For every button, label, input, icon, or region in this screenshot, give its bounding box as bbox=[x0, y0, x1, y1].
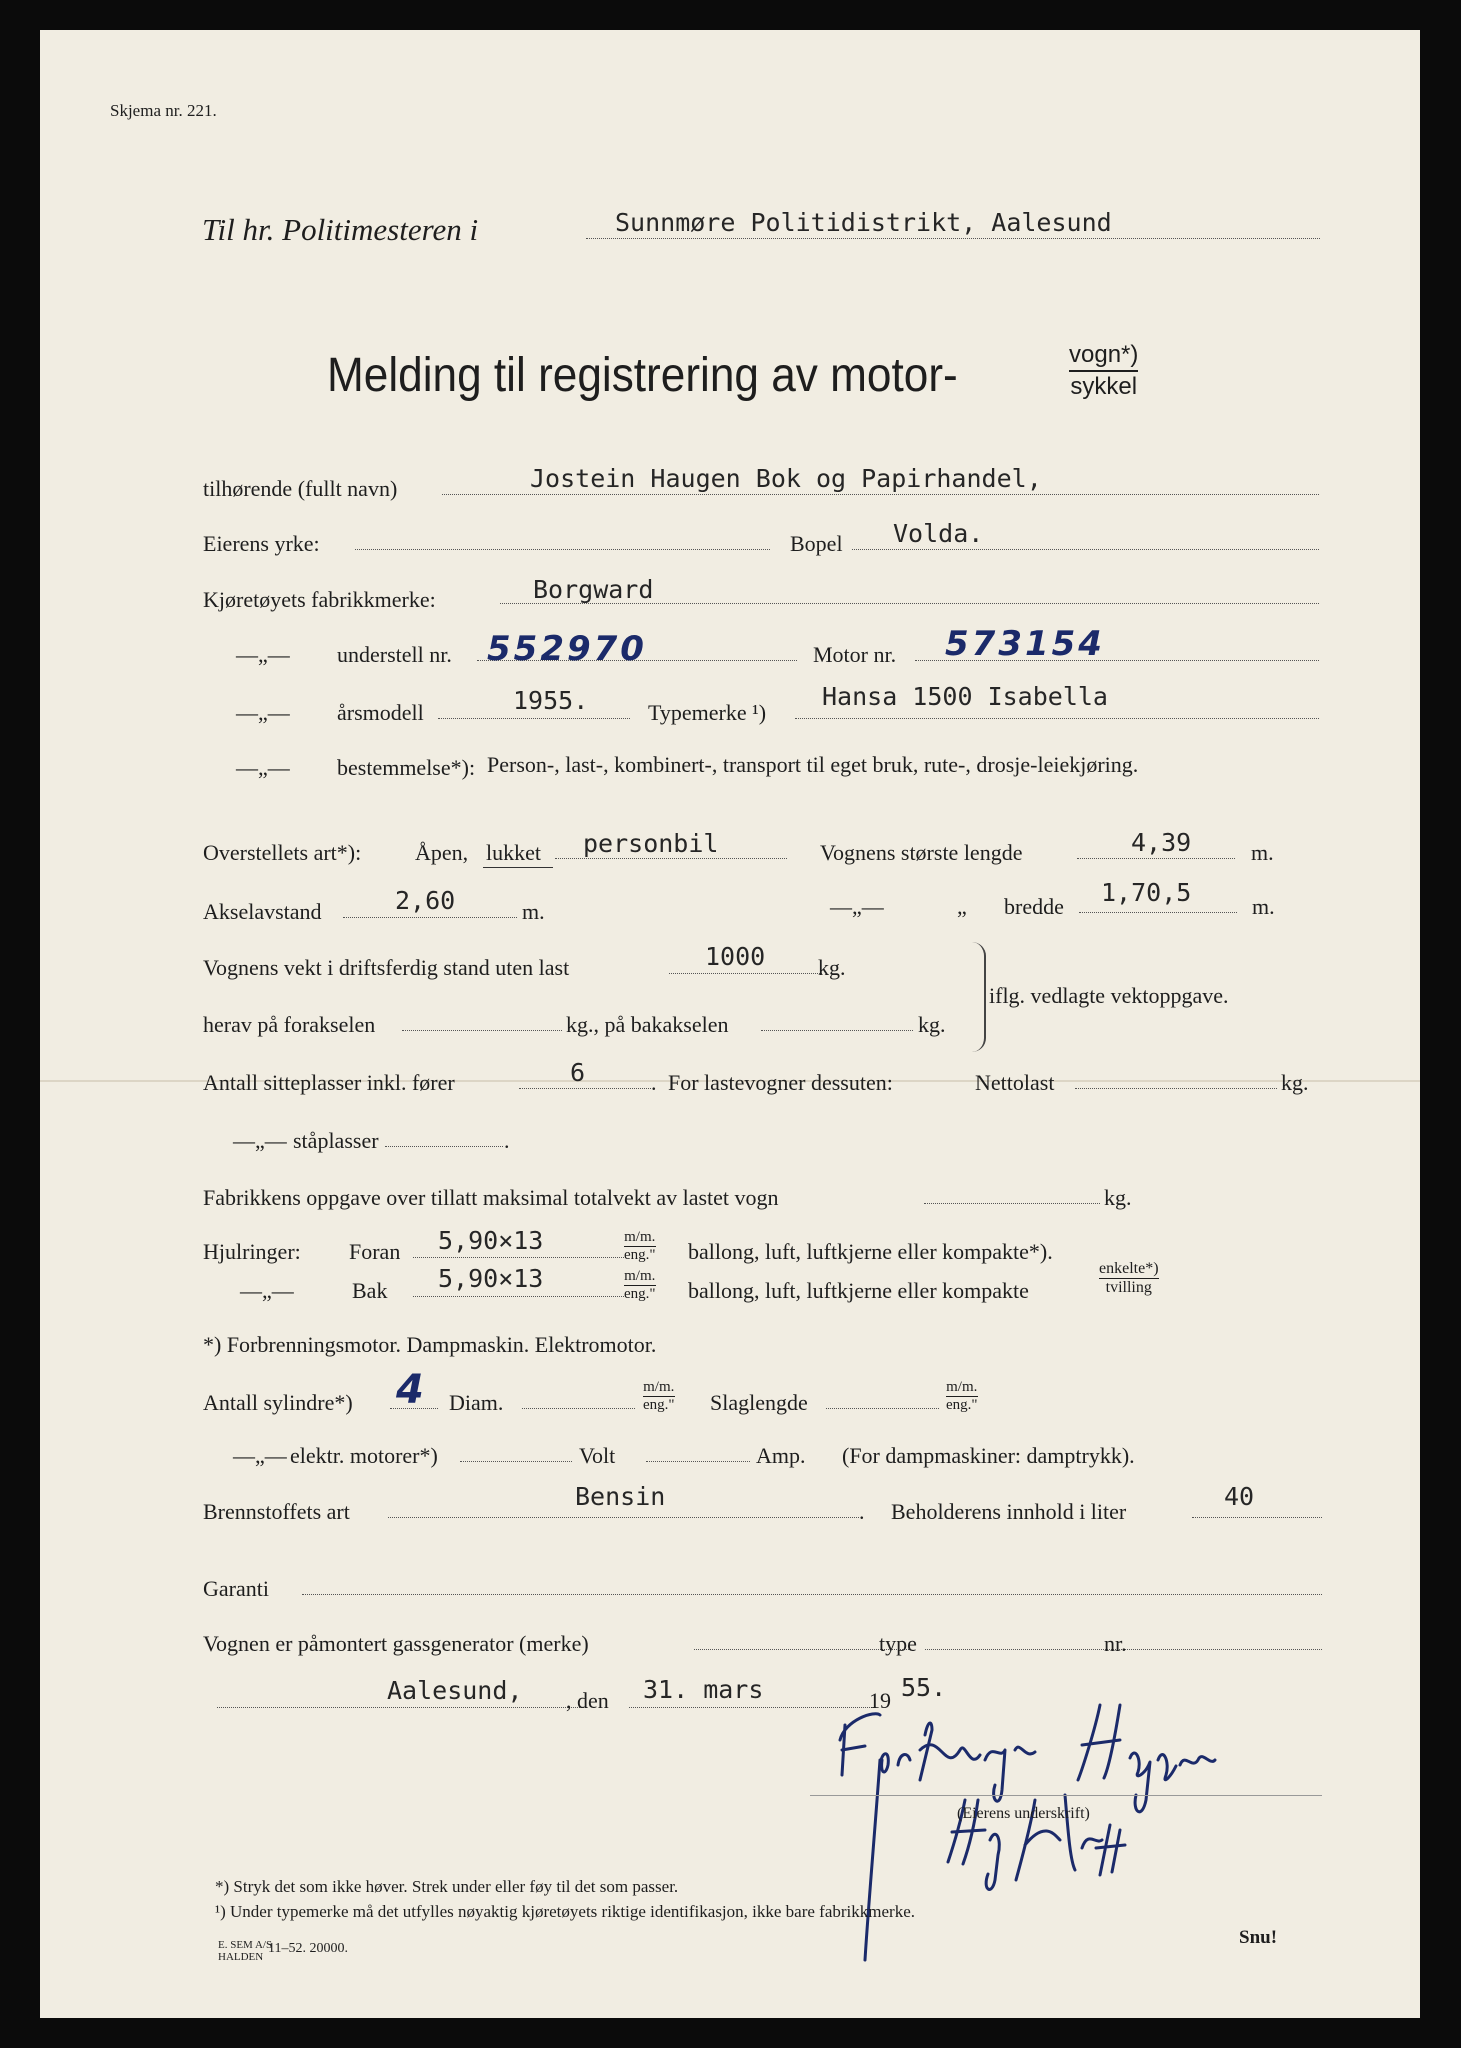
chassis-label: understell nr. bbox=[337, 642, 452, 667]
addressee-line bbox=[586, 238, 1320, 239]
footnote-1: *) Stryk det som ikke høver. Strek under eller føy til det som passer. bbox=[215, 1877, 679, 1896]
fuel-dot: . bbox=[859, 1499, 865, 1524]
maxweight-unit: kg. bbox=[1104, 1185, 1132, 1210]
footnote-2: ¹) Under typemerke må det utfylles nøyaktig kjøretøyets riktige identifikasjon, ikke bare fabrikkmerke. bbox=[215, 1902, 915, 1921]
seats-value: 6 bbox=[570, 1058, 586, 1087]
stroke-unit-fraction bbox=[946, 1379, 978, 1415]
signature-line bbox=[810, 1795, 1322, 1796]
netload-line bbox=[1075, 1088, 1277, 1089]
tires-label: Hjulringer: bbox=[203, 1239, 301, 1264]
mm-unit: m/m. bbox=[643, 1379, 675, 1397]
amp-label: Amp. bbox=[756, 1443, 806, 1468]
date-value: 31. mars bbox=[643, 1675, 764, 1704]
gasgen-type-label: type bbox=[879, 1631, 917, 1656]
ditto-mark: —„— bbox=[236, 700, 290, 725]
front-tire-value: 5,90×13 bbox=[438, 1226, 544, 1255]
body-line bbox=[555, 858, 787, 859]
wheelbase-line bbox=[343, 917, 517, 918]
rear-tire-line bbox=[413, 1296, 626, 1297]
body-label: Overstellets art*): bbox=[203, 840, 362, 865]
volt-line bbox=[460, 1461, 572, 1462]
diam-line bbox=[522, 1408, 635, 1409]
rear-unit-fraction bbox=[624, 1268, 656, 1304]
wheelbase-unit: m. bbox=[522, 899, 545, 924]
occupation-line bbox=[355, 549, 770, 550]
netload-label: Nettolast bbox=[975, 1070, 1055, 1095]
title-sykkel: sykkel bbox=[1070, 373, 1138, 400]
front-unit-fraction bbox=[624, 1229, 656, 1265]
standing-line bbox=[385, 1146, 503, 1147]
seats-line bbox=[519, 1088, 651, 1089]
rear-tire-value: 5,90×13 bbox=[438, 1264, 544, 1293]
owner-line bbox=[442, 494, 1319, 495]
type-label: Typemerke ¹) bbox=[648, 700, 767, 725]
weight-unit: kg. bbox=[818, 955, 846, 980]
addressee-label: Til hr. Politimesteren i bbox=[202, 212, 479, 247]
rear-tire-label: Bak bbox=[352, 1278, 388, 1303]
maxweight-line bbox=[924, 1203, 1100, 1204]
mm-unit: m/m. bbox=[624, 1229, 656, 1247]
engine-types: *) Forbrenningsmotor. Dampmaskin. Elektromotor. bbox=[203, 1332, 657, 1357]
gasgen-no-label: nr. bbox=[1104, 1631, 1127, 1656]
front-axle-label: herav på forakselen bbox=[203, 1012, 376, 1037]
cylinders-label: Antall sylindre*) bbox=[203, 1390, 353, 1415]
electric-label: elektr. motorer*) bbox=[290, 1443, 438, 1468]
owner-value: Jostein Haugen Bok og Papirhandel, bbox=[530, 464, 1042, 493]
ditto-mark: —„— bbox=[240, 1278, 294, 1303]
body-closed: lukket bbox=[486, 840, 541, 865]
wheelbase-label: Akselavstand bbox=[203, 899, 322, 924]
front-tire-label: Foran bbox=[349, 1239, 401, 1264]
front-axle-line bbox=[402, 1030, 562, 1031]
ditto-quote: „ bbox=[957, 894, 967, 919]
seats-dot: . bbox=[651, 1070, 657, 1095]
year-line bbox=[438, 718, 630, 719]
length-unit: m. bbox=[1251, 840, 1274, 865]
standing-label: ståplasser bbox=[293, 1128, 379, 1153]
rear-tire-types: ballong, luft, luftkjerne eller kompakte bbox=[688, 1278, 1029, 1303]
rear-axle-line bbox=[761, 1030, 913, 1031]
front-tire-types: ballong, luft, luftkjerne eller kompakte*). bbox=[688, 1239, 1053, 1264]
single-option: enkelte*) bbox=[1099, 1260, 1159, 1279]
addressee-value: Sunnmøre Politidistrikt, Aalesund bbox=[615, 208, 1112, 237]
length-value: 4,39 bbox=[1131, 828, 1192, 857]
make-label: Kjøretøyets fabrikkmerke: bbox=[203, 587, 436, 612]
year-prefix: 19 bbox=[869, 1688, 891, 1713]
steam-note: (For dampmaskiner: damptrykk). bbox=[842, 1443, 1135, 1468]
body-value: personbil bbox=[583, 829, 719, 858]
rear-axle-label: kg., på bakakselen bbox=[566, 1012, 729, 1037]
type-value: Hansa 1500 Isabella bbox=[822, 682, 1108, 711]
width-label: bredde bbox=[1004, 894, 1064, 919]
tank-value: 40 bbox=[1224, 1482, 1255, 1511]
fuel-label: Brennstoffets art bbox=[203, 1499, 350, 1524]
body-open: Åpen, bbox=[415, 840, 469, 865]
fuel-value: Bensin bbox=[575, 1482, 666, 1511]
seats-label: Antall sitteplasser inkl. fører bbox=[203, 1070, 455, 1095]
diam-unit-fraction bbox=[643, 1379, 675, 1415]
netload-unit: kg. bbox=[1281, 1070, 1309, 1095]
tank-line bbox=[1192, 1517, 1322, 1518]
make-value: Borgward bbox=[533, 575, 654, 604]
title-fraction bbox=[1069, 340, 1138, 402]
weight-note: iflg. vedlagte vektoppgave. bbox=[989, 983, 1229, 1008]
ditto-mark: —„— bbox=[830, 894, 884, 919]
gasgen-line bbox=[694, 1649, 909, 1650]
amp-line bbox=[646, 1461, 750, 1462]
form-number: Skjema nr. 221. bbox=[110, 101, 217, 120]
title-vogn: vogn*) bbox=[1069, 340, 1138, 372]
motor-value: 573154 bbox=[945, 624, 1105, 664]
diam-label: Diam. bbox=[449, 1390, 504, 1415]
fuel-line bbox=[388, 1517, 859, 1518]
front-tire-line bbox=[413, 1257, 626, 1258]
weight-brace bbox=[970, 942, 986, 1052]
ditto-mark: —„— bbox=[236, 755, 290, 780]
residence-label: Bopel bbox=[790, 531, 843, 556]
weight-label: Vognens vekt i driftsferdig stand uten last bbox=[203, 955, 570, 980]
length-line bbox=[1077, 858, 1235, 859]
ditto-mark: —„— bbox=[236, 642, 290, 667]
eng-unit: eng." bbox=[643, 1397, 675, 1414]
type-line bbox=[795, 718, 1319, 719]
mm-unit: m/m. bbox=[946, 1379, 978, 1397]
stroke-line bbox=[826, 1408, 939, 1409]
purpose-text: Person-, last-, kombinert-, transport til eget bruk, rute-, drosje-leiekjøring. bbox=[487, 752, 1139, 777]
body-closed-underline bbox=[483, 867, 553, 868]
rear-mount-fraction bbox=[1099, 1260, 1159, 1298]
gasgen-no-line bbox=[1135, 1649, 1322, 1650]
residence-value: Volda. bbox=[893, 519, 984, 548]
width-value: 1,70,5 bbox=[1101, 878, 1192, 907]
printer-mark bbox=[218, 1940, 272, 1963]
ditto-mark: —„— bbox=[233, 1443, 287, 1468]
width-line bbox=[1079, 912, 1237, 913]
occupation-label: Eierens yrke: bbox=[203, 531, 320, 556]
standing-dot: . bbox=[504, 1128, 510, 1153]
wheelbase-value: 2,60 bbox=[395, 886, 456, 915]
length-label: Vognens største lengde bbox=[820, 840, 1023, 865]
rear-axle-unit: kg. bbox=[918, 1012, 946, 1037]
weight-line bbox=[669, 973, 822, 974]
signature-label: (Eierens underskrift) bbox=[957, 1805, 1090, 1822]
gasgen-label: Vognen er påmontert gassgenerator (merke) bbox=[203, 1631, 589, 1656]
form-title: Melding til registrering av motor- bbox=[327, 349, 958, 402]
eng-unit: eng." bbox=[624, 1247, 656, 1264]
owner-label: tilhørende (fullt navn) bbox=[203, 476, 398, 501]
place-value: Aalesund, bbox=[387, 1676, 523, 1705]
printer-line-2: HALDEN bbox=[218, 1950, 264, 1963]
print-info: 11–52. 20000. bbox=[268, 1941, 348, 1956]
twin-option: tvilling bbox=[1105, 1279, 1152, 1297]
motor-label: Motor nr. bbox=[813, 642, 897, 667]
maxweight-label: Fabrikkens oppgave over tillatt maksimal totalvekt av lastet vogn bbox=[203, 1185, 779, 1210]
ditto-mark: —„— bbox=[233, 1128, 287, 1153]
purpose-label: bestemmelse*): bbox=[337, 755, 476, 780]
year-label: årsmodell bbox=[337, 700, 424, 725]
weight-value: 1000 bbox=[705, 942, 766, 971]
guarantee-label: Garanti bbox=[203, 1576, 269, 1601]
year-value: 1955. bbox=[513, 686, 589, 715]
width-unit: m. bbox=[1252, 894, 1275, 919]
cylinders-value: 4 bbox=[396, 1367, 427, 1413]
place-line bbox=[217, 1707, 586, 1708]
residence-line bbox=[852, 549, 1319, 550]
chassis-value: 552970 bbox=[487, 629, 647, 669]
truck-label: For lastevogner dessuten: bbox=[668, 1070, 893, 1095]
mm-unit: m/m. bbox=[624, 1268, 656, 1286]
volt-label: Volt bbox=[579, 1443, 616, 1468]
registration-form bbox=[40, 30, 1420, 2018]
year-suffix: 55. bbox=[901, 1673, 947, 1702]
guarantee-line bbox=[302, 1594, 1322, 1595]
turn-over: Snu! bbox=[1239, 1927, 1278, 1948]
stroke-label: Slaglengde bbox=[710, 1390, 808, 1415]
printer-line-1: E. SEM A/S bbox=[218, 1939, 273, 1951]
eng-unit: eng." bbox=[624, 1286, 656, 1303]
tank-label: Beholderens innhold i liter bbox=[891, 1499, 1127, 1524]
den-label: , den bbox=[566, 1688, 609, 1713]
eng-unit: eng." bbox=[946, 1397, 978, 1414]
